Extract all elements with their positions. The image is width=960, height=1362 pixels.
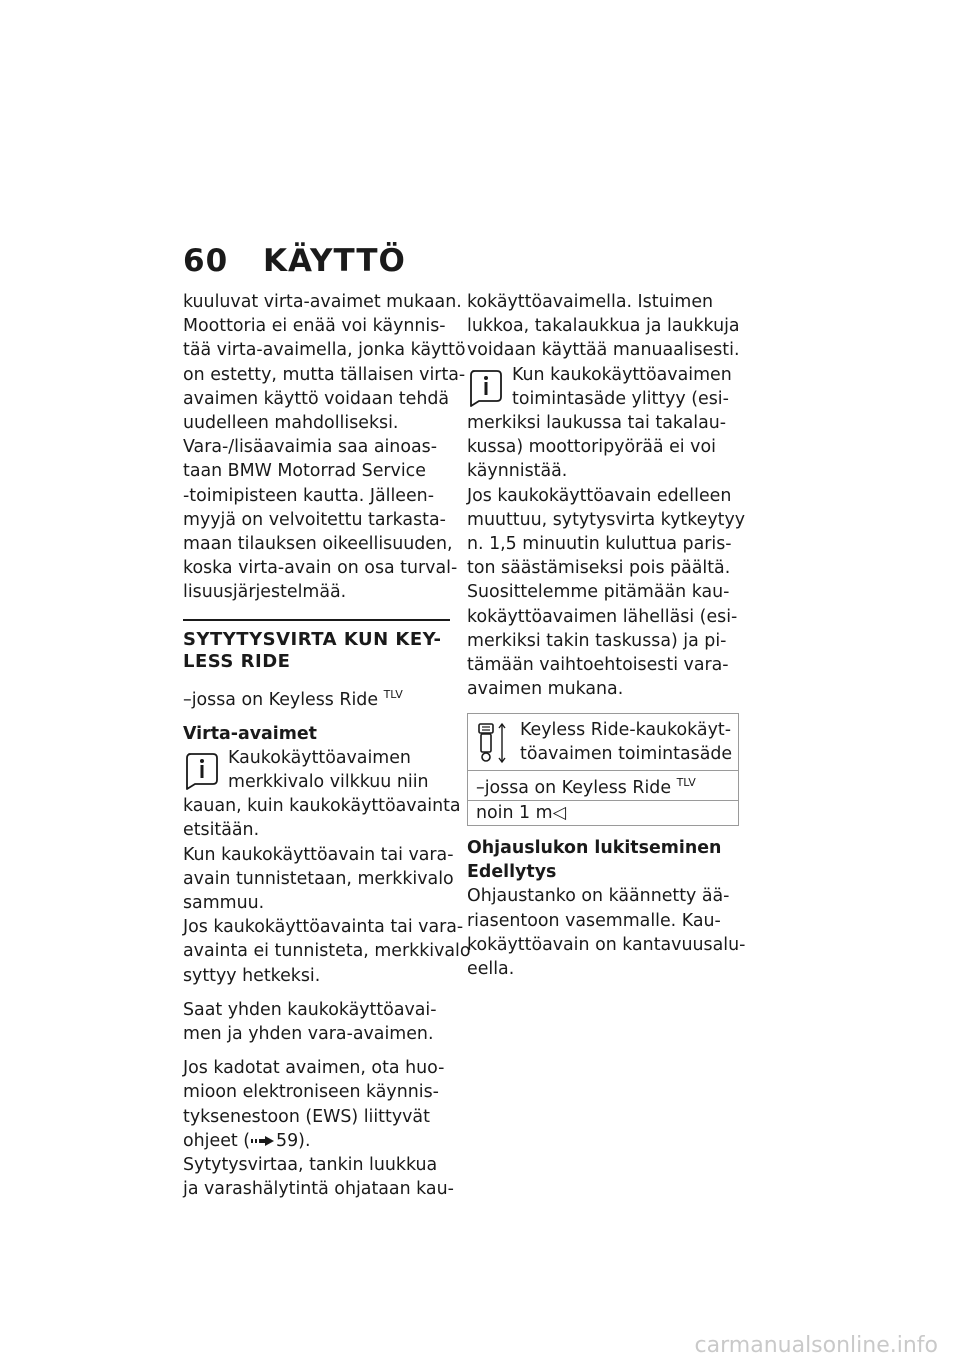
page-header (183, 243, 406, 279)
page-number: 60 (183, 243, 229, 279)
table-row (468, 801, 739, 826)
info-note: Kun kaukokäyttöavaimen toimintasäde ylittyy (esi- merkiksi laukussa tai takalau- kussa) moottoripyörää ei voi käynnistää. (467, 364, 732, 482)
subheading: Virta-avaimet (183, 723, 317, 744)
paragraph (183, 435, 458, 604)
paragraph: Jos kaukokäyttöavain edelleen muuttuu, sytytysvirta kytkeytyy n. 1,5 minuutin kuluttua paris- ton säästämiseksi pois päältä. (467, 485, 746, 579)
text-line: Vara-/lisäavaimia saa ainoas- (183, 437, 437, 458)
page-reference-arrow-icon (250, 1135, 276, 1147)
text-line: myyjä on velvoitettu tarkasta- (183, 509, 446, 530)
table-row (468, 714, 739, 771)
key-range-icon (476, 722, 510, 764)
paragraph (183, 290, 466, 435)
text-line: tää virta-avaimella, jonka käyttö (183, 340, 466, 361)
info-icon (467, 367, 503, 407)
section-heading: SYTYTYSVIRTA KUN KEY- LESS RIDE (183, 628, 442, 672)
text-line: -toimipisteen kautta. Jälleen- (183, 485, 434, 506)
spec-title-cell: Keyless Ride-kaukokäyt- töavaimen toimintasäde (468, 714, 739, 771)
paragraph: Jos kaukokäyttöavainta tai vara- avainta ei tunnisteta, merkkivalo syttyy hetkeksi. (183, 917, 471, 986)
right-column (467, 290, 746, 981)
paragraph: kokäyttöavaimella. Istuimen lukkoa, takalaukkua ja laukkuja voidaan käyttää manuaalisesti. (467, 292, 740, 361)
spec-value-cell: noin 1 m◁ (468, 801, 739, 826)
text-line: on estetty, mutta tällaisen virta- (183, 364, 466, 385)
text-line: lisuusjärjestelmää. (183, 582, 347, 603)
paragraph: Jos kadotat avaimen, ota huo- mioon elektroniseen käynnis- tyksenestoon (EWS) liittyvät ohjeet ( 59). (183, 1056, 453, 1153)
text-line: maan tilauksen oikeellisuuden, (183, 534, 453, 555)
spec-table (467, 713, 739, 826)
paragraph: Suosittelemme pitämään kau- kokäyttöavaimen lähelläsi (esi- merkiksi takin taskussa) ja pi- tämään vaihtoehtoisesti vara- avaimen mukana. (467, 582, 738, 700)
spec-option-cell: –jossa on Keyless Ride $^{TLV}$ (468, 771, 739, 801)
text-line: kuuluvat virta-avaimet mukaan. (183, 292, 462, 312)
text-line: avaimen käyttö voidaan tehdä (183, 388, 450, 409)
info-note: Kaukokäyttöavaimen merkkivalo vilkkuu niin kauan, kuin kaukokäyttöavainta etsitään. (183, 747, 461, 841)
left-column (183, 290, 471, 1202)
text-line: uudelleen mahdolliseksi. (183, 413, 399, 434)
page-reference[interactable]: ohjeet ( 59). (183, 1130, 311, 1151)
text-line: koska virta-avain on osa turval- (183, 558, 458, 579)
paragraph: Kun kaukokäyttöavain tai vara- avain tunnistetaan, merkkivalo sammuu. (183, 844, 454, 914)
section-title: KÄYTTÖ (263, 243, 406, 279)
section-divider (183, 619, 450, 621)
text-line: Moottoria ei enää voi käynnis- (183, 316, 446, 337)
subheading: Edellytys (467, 862, 557, 883)
paragraph: Saat yhden kaukokäyttöavai- men ja yhden vara-avaimen. (183, 999, 437, 1045)
text-line: taan BMW Motorrad Service (183, 461, 426, 482)
paragraph: Ohjaustanko on käännetty ää- riasentoon vasemmalle. Kau- kokäyttöavain on kantavuusalu- eella. (467, 886, 746, 980)
equipment-option: –jossa on Keyless Ride $^{TLV}$ (183, 687, 403, 710)
watermark: carmanualsonline.info (694, 1333, 938, 1358)
subheading: Ohjauslukon lukitseminen (467, 838, 722, 859)
table-row (468, 771, 739, 801)
info-icon (183, 750, 219, 790)
paragraph: Sytytysvirtaa, tankin luukkua ja varashälytintä ohjataan kau- (183, 1155, 454, 1200)
option-code: TLV (383, 687, 403, 701)
